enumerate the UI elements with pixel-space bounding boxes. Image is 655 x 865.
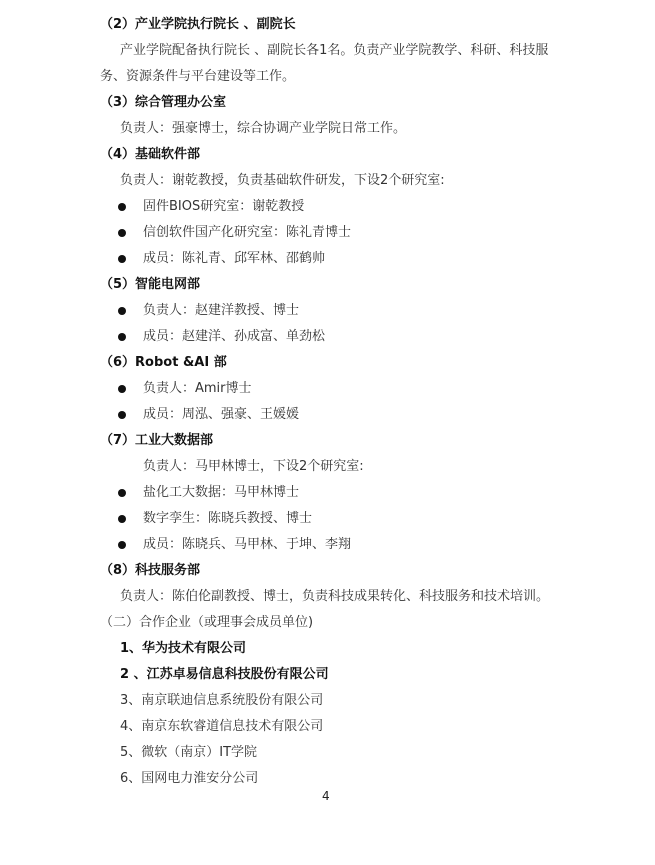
section-7-heading: （7）工业大数据部	[100, 433, 214, 448]
page-number: 4	[322, 789, 330, 803]
list-item: 成员：赵建洋、孙成富、单劲松	[143, 328, 325, 346]
partner-item: 4、南京东软睿道信息技术有限公司	[120, 719, 324, 734]
bullet-icon	[118, 489, 126, 497]
list-item: 成员：陈礼青、邱军林、邵鹤帅	[143, 250, 325, 268]
section-3-text: 负责人：强豪博士，综合协调产业学院日常工作。	[120, 121, 407, 136]
partner-item: 6、国网电力淮安分公司	[120, 771, 259, 786]
section-8-heading: （8）科技服务部	[100, 563, 201, 578]
bullet-icon	[118, 515, 126, 523]
list-item: 成员：陈晓兵、马甲林、于坤、李翔	[143, 536, 351, 554]
list-item: 负责人：Amir博士	[143, 380, 252, 398]
list-item: 负责人：赵建洋教授、博士	[143, 302, 299, 320]
section-4-text: 负责人：谢乾教授，负责基础软件研发，下设2个研究室:	[120, 173, 445, 188]
list-item: 信创软件国产化研究室：陈礼青博士	[143, 224, 351, 242]
list-item: 数字孪生：陈晓兵教授、博士	[143, 510, 312, 528]
bullet-icon	[118, 541, 126, 549]
bullet-icon	[118, 255, 126, 263]
section-6-heading: （6）Robot &AI 部	[100, 355, 227, 370]
section-2-text-cont: 务、资源条件与平台建设等工作。	[100, 69, 296, 84]
partner-item: 3、南京联迪信息系统股份有限公司	[120, 693, 324, 708]
bullet-icon	[118, 333, 126, 341]
section-2-text: 产业学院配备执行院长 、副院长各1名。负责产业学院教学、科研、科技服	[120, 43, 549, 58]
list-item: 盐化工大数据：马甲林博士	[143, 484, 299, 502]
partner-item: 1、华为技术有限公司	[120, 641, 247, 656]
section-3-heading: （3）综合管理办公室	[100, 95, 227, 110]
partner-item: 5、微软（南京）IT学院	[120, 745, 258, 760]
section-7-text: 负责人：马甲林博士，下设2个研究室:	[143, 459, 364, 474]
bullet-icon	[118, 203, 126, 211]
section-5-heading: （5）智能电网部	[100, 277, 201, 292]
bullet-icon	[118, 411, 126, 419]
list-item: 成员：周泓、强豪、王媛媛	[143, 406, 299, 424]
section-8-text: 负责人：陈伯伦副教授、博士，负责科技成果转化、科技服务和技术培训。	[120, 589, 550, 604]
bullet-icon	[118, 385, 126, 393]
bullet-icon	[118, 307, 126, 315]
bullet-icon	[118, 229, 126, 237]
partners-heading: （二）合作企业（或理事会成员单位)	[100, 615, 314, 630]
partner-item: 2 、江苏卓易信息科技股份有限公司	[120, 667, 329, 682]
section-4-heading: （4）基础软件部	[100, 147, 201, 162]
list-item: 固件BIOS研究室：谢乾教授	[143, 198, 304, 216]
section-2-heading: （2）产业学院执行院长 、副院长	[100, 17, 296, 32]
